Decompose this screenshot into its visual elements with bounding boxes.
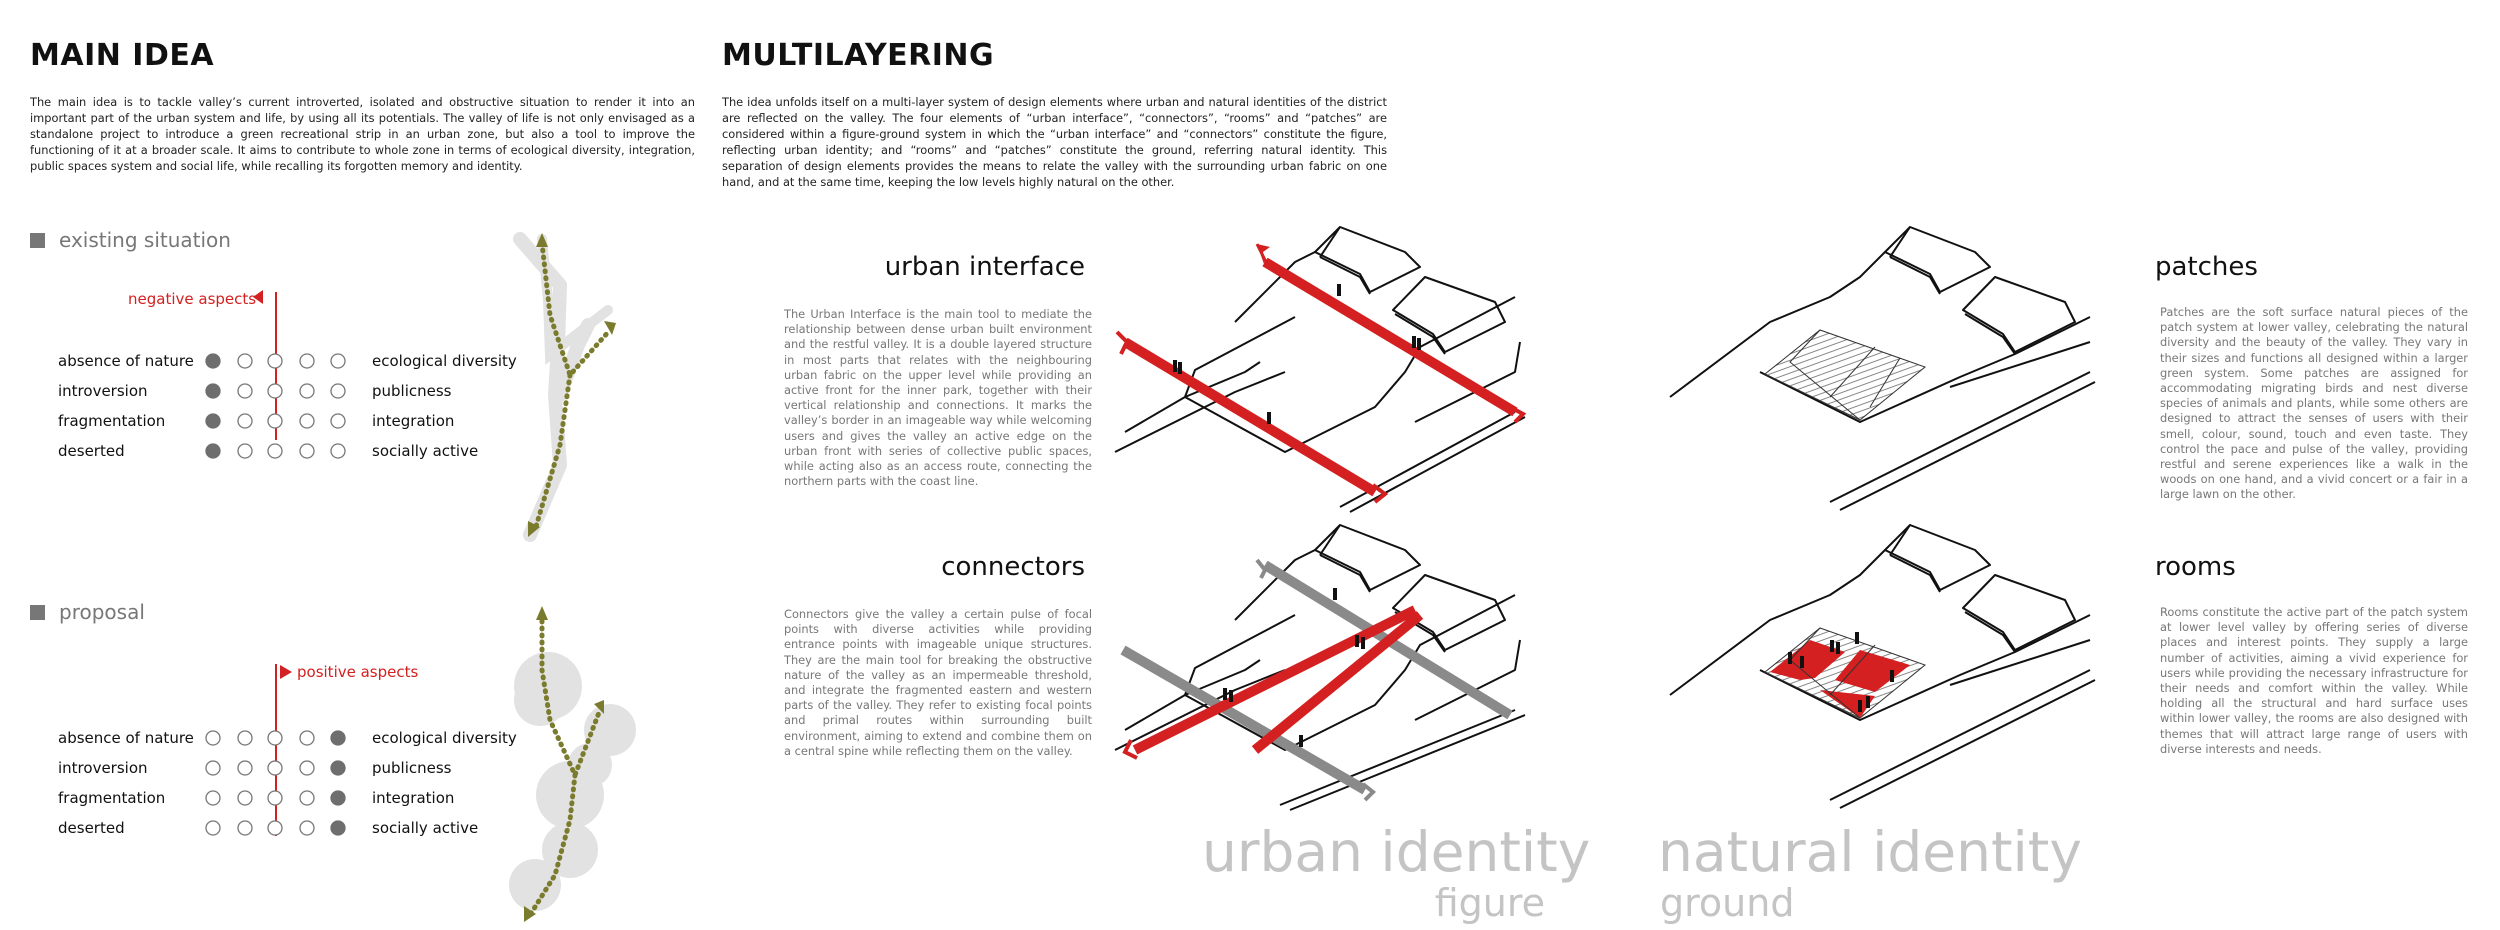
rating-dot-filled — [331, 791, 345, 805]
natural-identity-label: natural identity — [1658, 820, 2082, 884]
rating-dot-empty — [300, 761, 314, 775]
connectors-axonometric — [1115, 520, 1535, 810]
rating-dot-empty — [300, 821, 314, 835]
rating-dot-filled — [206, 354, 220, 368]
row-left-label: deserted — [58, 819, 125, 837]
rating-dot-filled — [206, 384, 220, 398]
square-bullet-icon — [30, 605, 45, 620]
row-left-label: absence of nature — [58, 352, 194, 370]
rating-dot-empty — [206, 731, 220, 745]
existing-rating-table — [0, 347, 530, 472]
urban-interface-title: urban interface — [884, 252, 1085, 282]
rating-row — [0, 784, 520, 814]
rating-dot-empty — [238, 354, 252, 368]
patches-text: Patches are the soft surface natural pieces of the patch system at lower valley, celebrating the natural diversity and the beauty of the valley. They vary in their sizes and functions all designed within a larger green system. Some patches are assigned for accommodating migrating birds and nest diverse species of animals and plants, while some others are designed to attract the senses of users with their smell, colour, sound, touch and even taste. They control the pace and pulse of the valley, providing restful and serene experiences like a walk in the woods on one hand, and a vivid concert or a fair in a large lawn on the other. — [2160, 305, 2468, 502]
rating-dot-empty — [268, 731, 282, 745]
rating-row — [0, 377, 520, 407]
rating-dot-empty — [238, 384, 252, 398]
rating-dot-empty — [331, 444, 345, 458]
existing-situation-heading — [30, 228, 231, 252]
proposal-heading — [30, 600, 145, 624]
main-idea-title: MAIN IDEA — [30, 38, 215, 73]
positive-aspects-marker — [280, 665, 294, 679]
patches-title: patches — [2155, 252, 2258, 282]
rating-row — [0, 754, 520, 784]
row-right-label: ecological diversity — [372, 352, 517, 370]
rating-dot-empty — [206, 761, 220, 775]
rating-dot-empty — [268, 821, 282, 835]
figure-label: figure — [1434, 881, 1545, 925]
existing-valley-diagram — [500, 225, 650, 555]
ground-label: ground — [1660, 881, 1795, 925]
row-right-label: socially active — [372, 442, 479, 460]
row-left-label: absence of nature — [58, 729, 194, 747]
proposal-rating-table — [0, 724, 530, 849]
rating-row — [0, 407, 520, 437]
row-left-label: introversion — [58, 759, 148, 777]
rooms-text: Rooms constitute the active part of the patch system at lower level valley by offering series of diverse places and interest points. They supply a large number of activities, aiming a vivid experience for users while providing the necessary infrastructure for their needs and comfort within the valley. While holding all the structural and hard surface uses within lower valley, the rooms are also designed with themes that will attract large range of users with diverse interests and needs. — [2160, 605, 2468, 756]
row-left-label: deserted — [58, 442, 125, 460]
rooms-axonometric — [1670, 520, 2110, 810]
rating-dot-filled — [331, 731, 345, 745]
row-right-label: socially active — [372, 819, 479, 837]
proposal-label: proposal — [59, 600, 145, 624]
rating-dot-empty — [238, 414, 252, 428]
rating-dot-empty — [268, 384, 282, 398]
rating-dot-empty — [300, 384, 314, 398]
positive-aspects-label: positive aspects — [297, 663, 419, 681]
patches-axonometric — [1670, 222, 2110, 512]
rating-dot-empty — [206, 791, 220, 805]
row-right-label: ecological diversity — [372, 729, 517, 747]
row-right-label: integration — [372, 789, 455, 807]
rating-dot-empty — [238, 731, 252, 745]
rating-dot-empty — [238, 444, 252, 458]
rating-dot-empty — [268, 761, 282, 775]
existing-situation-label: existing situation — [59, 228, 231, 252]
urban-identity-label: urban identity — [1202, 820, 1591, 884]
multilayering-text: The idea unfolds itself on a multi-layer system of design elements where urban and natural identities of the district are reflected on the valley. The four elements of “urban interface”, “connectors”, “rooms” and “patches” are considered within a figure-ground system in which the “urban interface” and “connectors” constitute the figure, reflecting urban identity; and “rooms” and “patches” constitute the ground, referring natural identity. This separation of design elements provides the means to relate the valley with the surrounding urban fabric on one hand, and at the same time, keeping the low levels highly natural on the other. — [722, 95, 1387, 189]
rating-dot-empty — [238, 761, 252, 775]
proposal-valley-diagram — [480, 600, 670, 930]
rating-dot-empty — [300, 354, 314, 368]
rating-dot-empty — [300, 791, 314, 805]
rooms-title: rooms — [2155, 552, 2236, 582]
rating-dot-empty — [300, 414, 314, 428]
rating-dot-empty — [300, 444, 314, 458]
square-bullet-icon — [30, 233, 45, 248]
row-right-label: publicness — [372, 382, 452, 400]
rating-dot-empty — [300, 731, 314, 745]
rating-dot-empty — [206, 821, 220, 835]
rating-dot-filled — [331, 821, 345, 835]
rating-dot-filled — [331, 761, 345, 775]
rating-dot-empty — [268, 791, 282, 805]
row-left-label: fragmentation — [58, 412, 166, 430]
main-idea-text: The main idea is to tackle valley’s current introverted, isolated and obstructive situation to render it into an important part of the urban system and life, by using all its potentials. The valley of life is not only envisaged as a standalone project to introduce a green recreational strip in an urban zone, but also a tool to improve the functioning of it at a broader scale. It aims to contribute to whole zone in terms of ecological diversity, integration, public spaces system and social life, while recalling its forgotten memory and identity. — [30, 95, 695, 173]
rating-dot-filled — [206, 444, 220, 458]
rating-row — [0, 724, 520, 754]
connectors-title: connectors — [941, 552, 1085, 582]
rating-row — [0, 814, 520, 844]
rating-dot-empty — [238, 791, 252, 805]
rating-dot-empty — [331, 384, 345, 398]
rating-dot-empty — [238, 821, 252, 835]
row-left-label: introversion — [58, 382, 148, 400]
rating-dot-empty — [268, 414, 282, 428]
rating-dot-empty — [268, 444, 282, 458]
row-right-label: publicness — [372, 759, 452, 777]
rating-row — [0, 437, 520, 467]
rating-dot-filled — [206, 414, 220, 428]
negative-aspects-label: negative aspects — [128, 290, 257, 308]
urban-interface-text: The Urban Interface is the main tool to mediate the relationship between dense urban built environment and the restful valley. It is a double layered structure in most parts that relates with the neighbouring urban fabric on the upper level while providing an active front for the inner park, together with their vertical relationship and connections. It marks the valley’s border in an imageable way while welcoming users and gives the valley an active edge on the urban front with series of collective public spaces, while acting also as an access route, connecting the northern parts with the coast line. — [784, 307, 1092, 489]
rating-row — [0, 347, 520, 377]
row-right-label: integration — [372, 412, 455, 430]
rating-dot-empty — [331, 354, 345, 368]
urban-interface-axonometric — [1115, 222, 1535, 512]
rating-dot-empty — [331, 414, 345, 428]
row-left-label: fragmentation — [58, 789, 166, 807]
multilayering-title: MULTILAYERING — [722, 38, 995, 73]
connectors-text: Connectors give the valley a certain pulse of focal points with diverse activities while providing entrance points with imageable unique structures. They are the main tool for breaking the obstructive nature of the valley as an impermeable threshold, and integrate the fragmented eastern and western parts of the valley. They refer to existing focal points and primal routes within surrounding built environment, aiming to extend and combine them on a central spine while reflecting them on the valley. — [784, 607, 1092, 758]
rating-dot-empty — [268, 354, 282, 368]
